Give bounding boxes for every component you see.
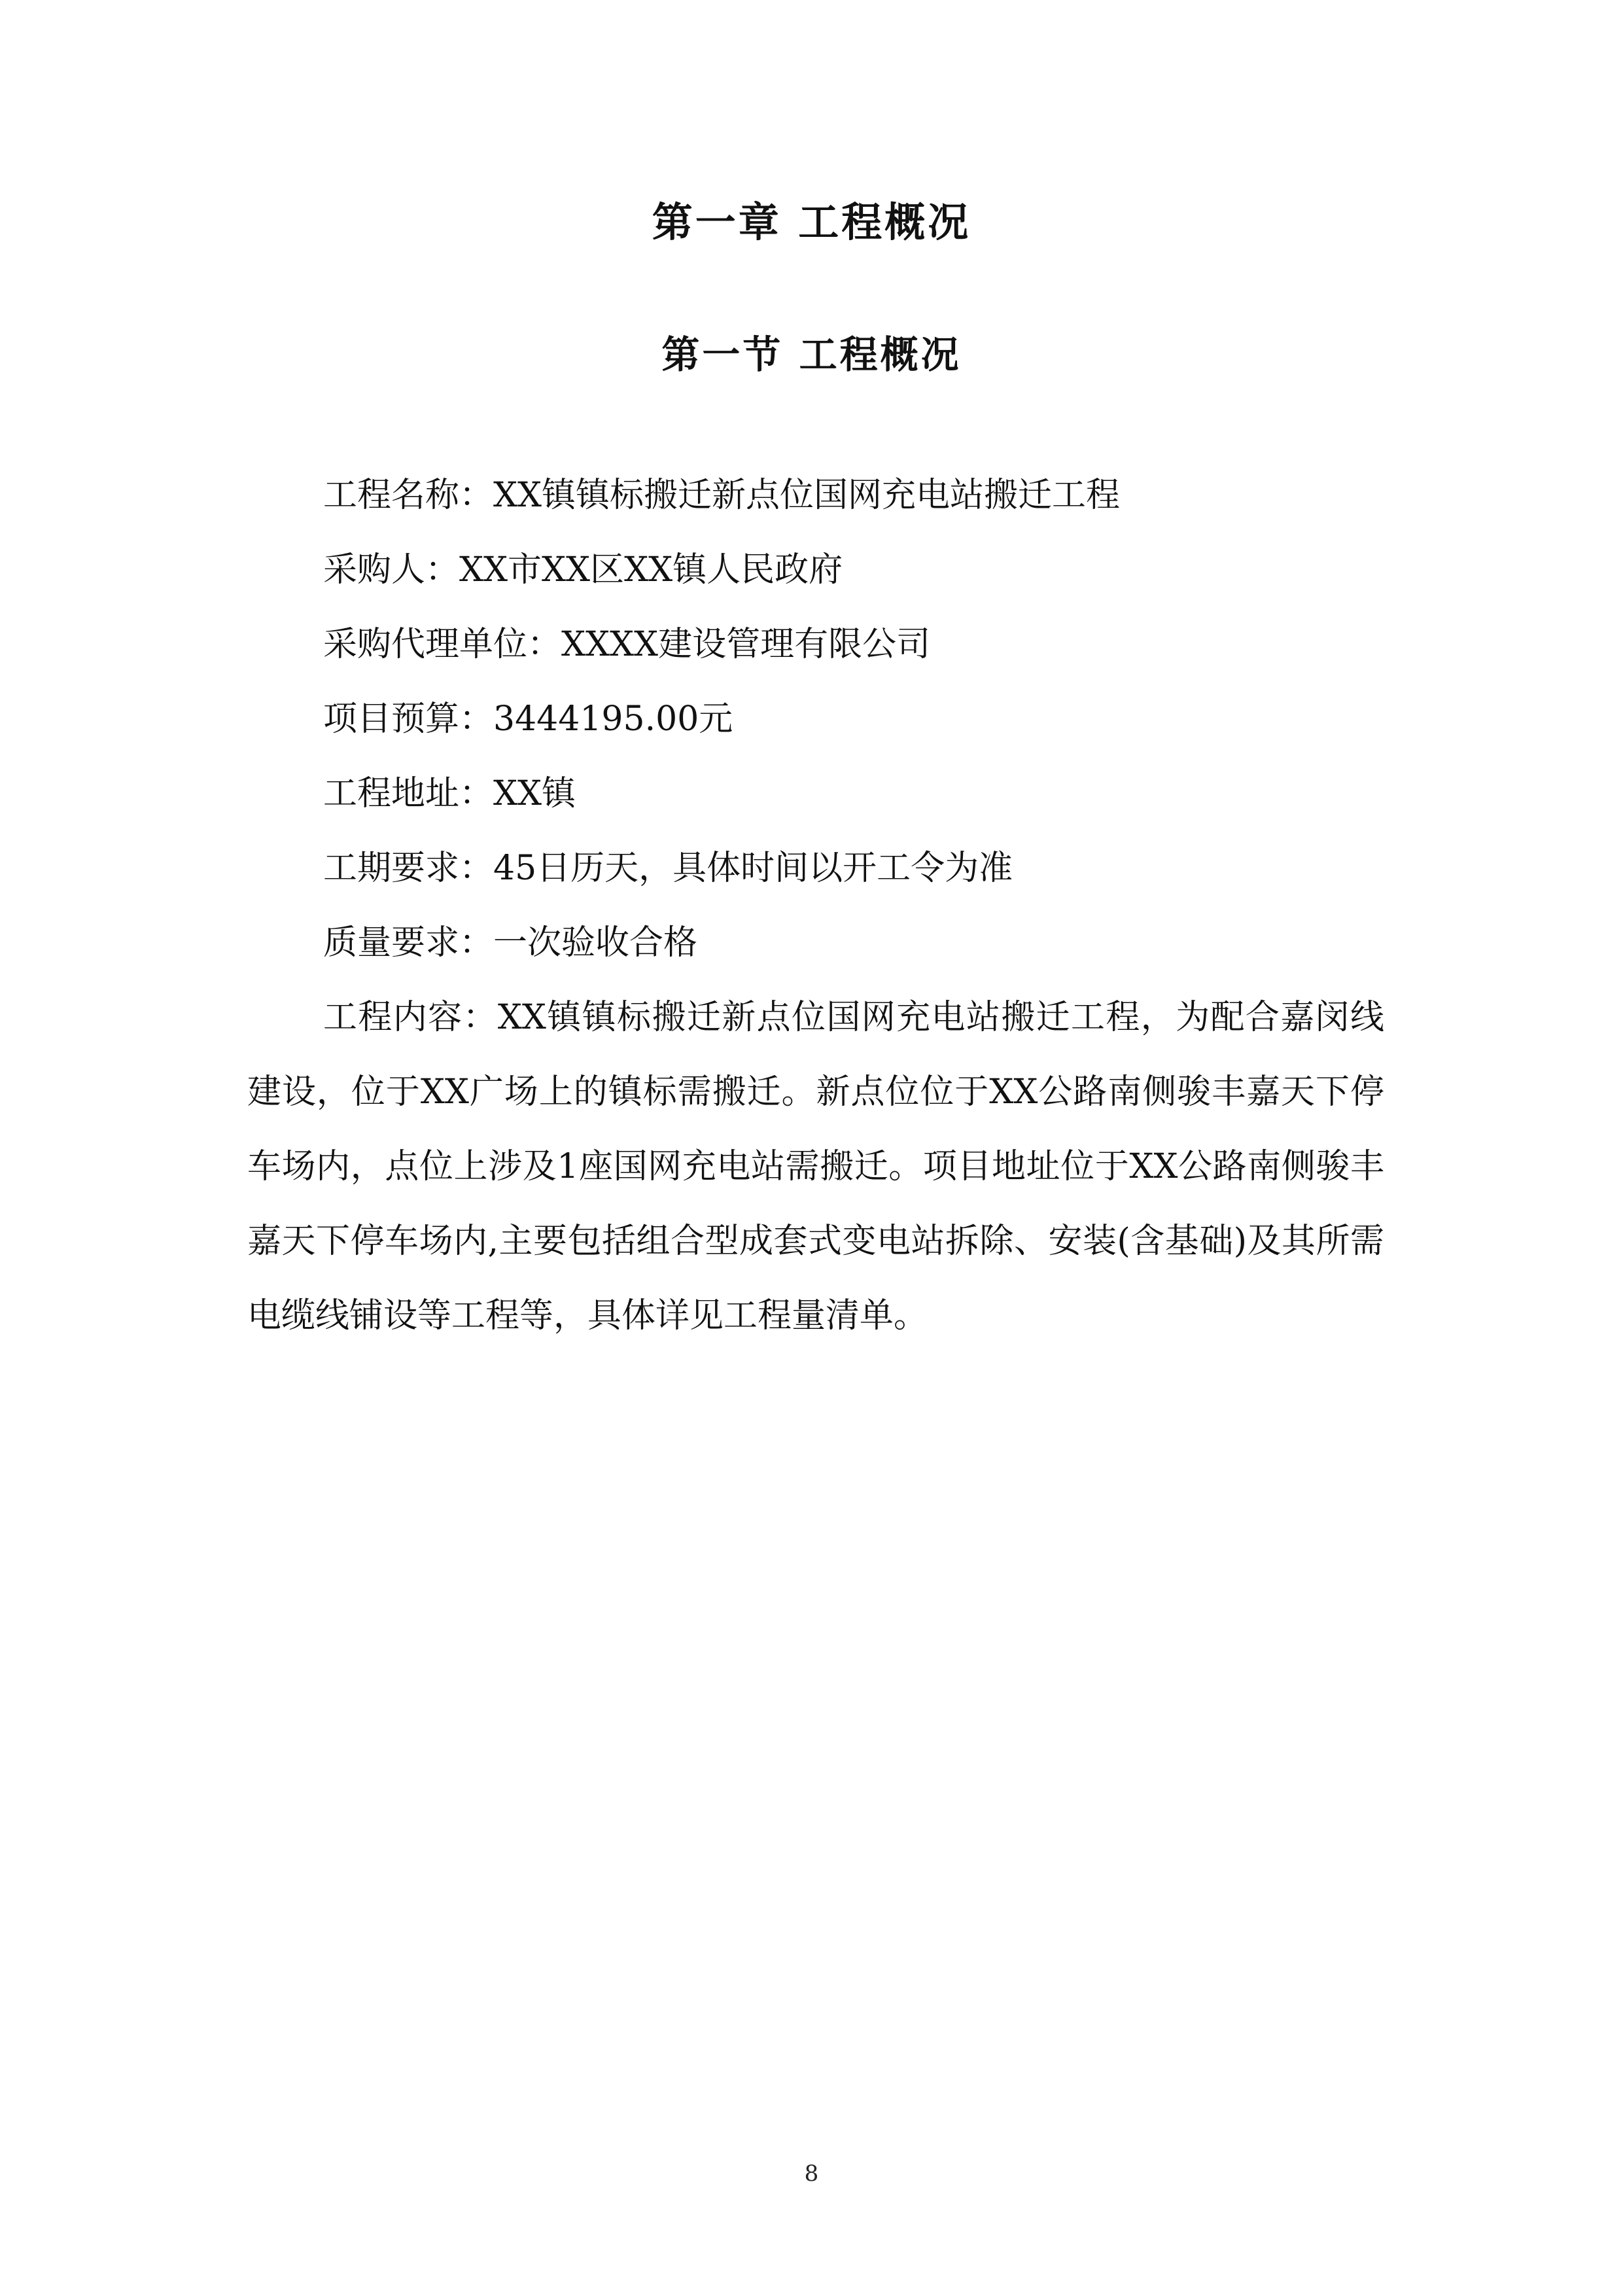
project-name-paragraph: 工程名称：XX镇镇标搬迁新点位国网充电站搬迁工程 — [323, 476, 1121, 515]
procurement-agent-paragraph: 采购代理单位：XXXX建设管理有限公司 — [323, 625, 931, 664]
page-number: 8 — [804, 2161, 819, 2187]
purchaser-paragraph: 采购人：XX市XX区XX镇人民政府 — [323, 550, 843, 590]
construction-period-paragraph: 工期要求：45日历天，具体时间以开工令为准 — [323, 849, 1013, 888]
quality-requirement-paragraph: 质量要求：一次验收合格 — [323, 923, 698, 963]
project-address-paragraph: 工程地址：XX镇 — [323, 774, 576, 813]
budget-paragraph: 项目预算：3444195.00元 — [323, 699, 733, 739]
chapter-title: 第一章 工程概况 — [652, 198, 971, 246]
section-title: 第一节 工程概况 — [661, 332, 962, 377]
project-content-paragraph: 工程内容：XX镇镇标搬迁新点位国网充电站搬迁工程，为配合嘉闵线建设，位于XX广场上的镇标需搬迁。新点位位于XX公路南侧骏丰嘉天下停车场内，点位上涉及1座国网充电站需搬迁。项目地址位于XX公路南侧骏丰嘉天下停车场内,主要包括组合型成套式变电站拆除、安装(含基础)及其所需电缆线铺设等工程等，具体详见工程量清单。 — [247, 998, 1384, 1335]
body-text — [247, 458, 1384, 1353]
